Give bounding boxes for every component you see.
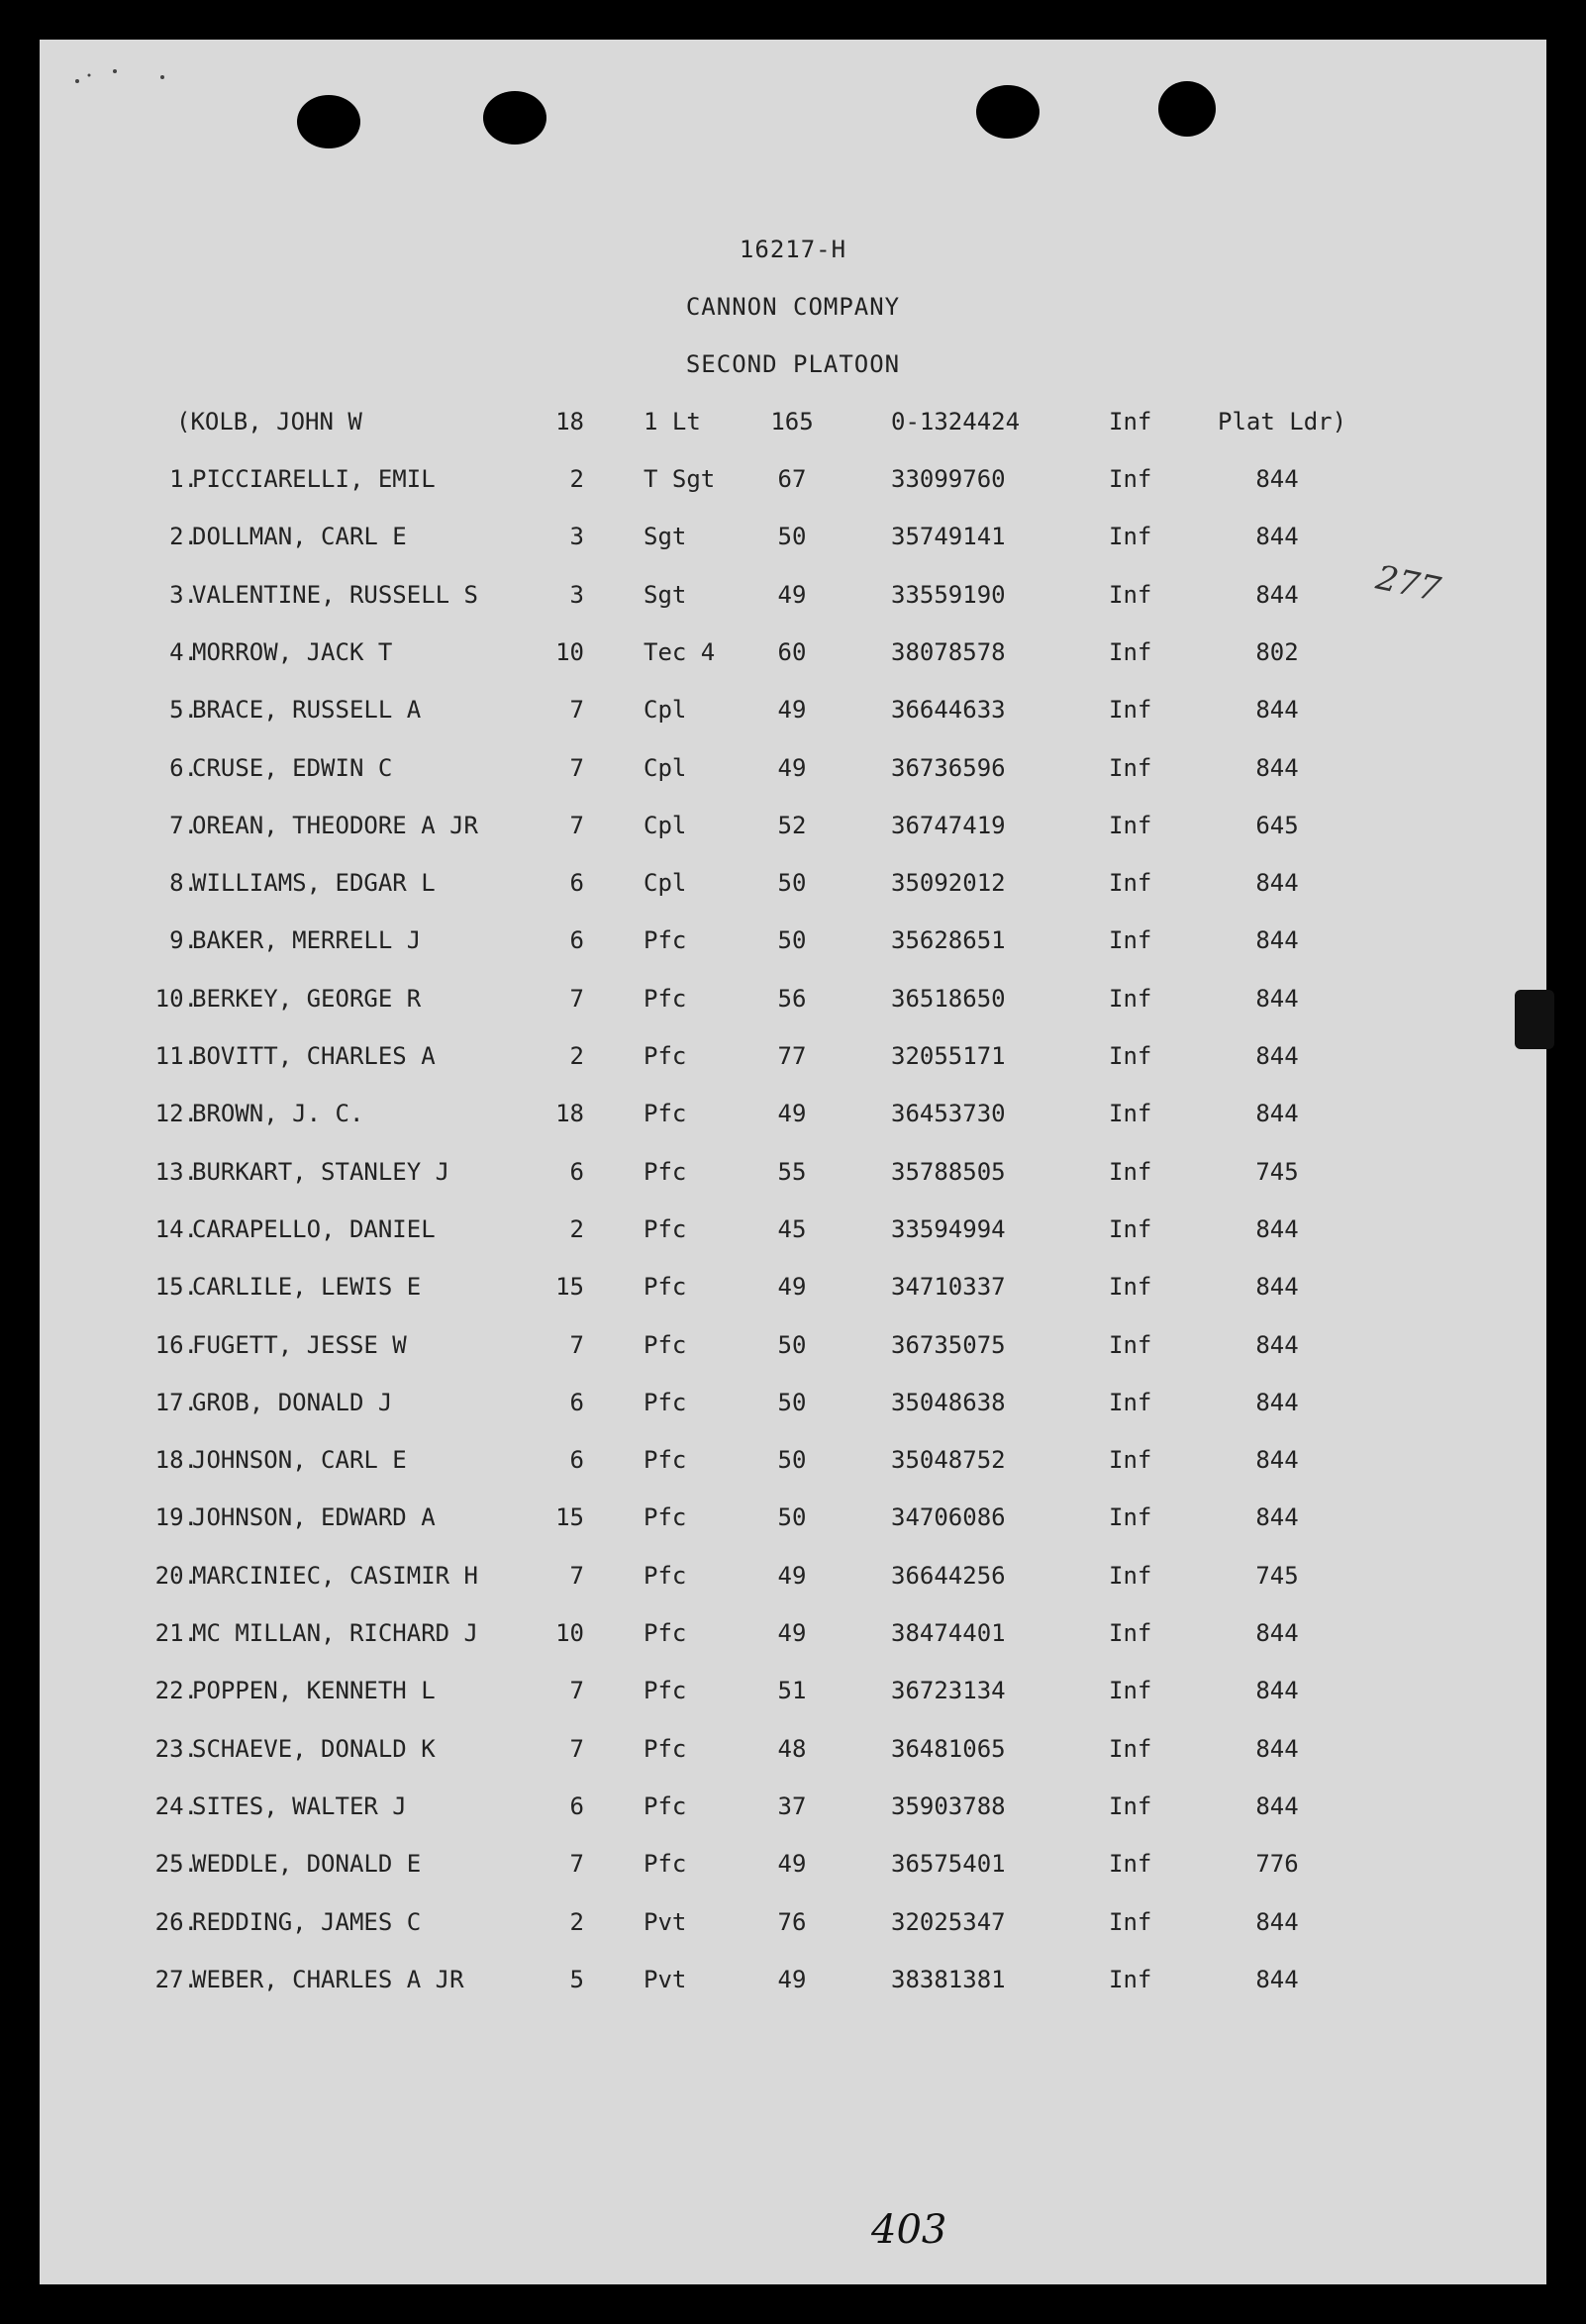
- row-score: 50: [777, 869, 807, 897]
- page-number: 403: [871, 2207, 947, 2253]
- row-number: 26.: [154, 1908, 198, 1936]
- leader-arm: Inf: [1109, 408, 1152, 436]
- row-name: FUGETT, JESSE W: [192, 1331, 407, 1359]
- roster-row: [40, 812, 1546, 851]
- row-rank: Pfc: [644, 926, 687, 954]
- row-mos: 844: [1255, 1908, 1299, 1936]
- row-name: MORROW, JACK T: [192, 638, 393, 666]
- row-name: BURKART, STANLEY J: [192, 1158, 450, 1186]
- row-name: POPPEN, KENNETH L: [192, 1677, 436, 1704]
- row-arm: Inf: [1109, 638, 1152, 666]
- row-name: WEDDLE, DONALD E: [192, 1850, 422, 1878]
- row-number: 2.: [169, 523, 198, 550]
- row-code: 6: [569, 869, 584, 897]
- row-code: 15: [555, 1273, 584, 1301]
- leader-code: 18: [555, 408, 584, 436]
- row-score: 49: [777, 696, 807, 724]
- row-mos: 844: [1255, 869, 1299, 897]
- row-score: 67: [777, 465, 807, 493]
- row-arm: Inf: [1109, 869, 1152, 897]
- row-serial: 36644256: [891, 1562, 1006, 1590]
- row-mos: 844: [1255, 581, 1299, 609]
- row-score: 60: [777, 638, 807, 666]
- roster-row: [40, 1215, 1546, 1255]
- row-serial: 38078578: [891, 638, 1006, 666]
- roster-row: [40, 1100, 1546, 1139]
- row-code: 6: [569, 1446, 584, 1474]
- row-serial: 36575401: [891, 1850, 1006, 1878]
- row-serial: 36518650: [891, 985, 1006, 1013]
- row-serial: 35092012: [891, 869, 1006, 897]
- row-arm: Inf: [1109, 1792, 1152, 1820]
- row-serial: 36723134: [891, 1677, 1006, 1704]
- roster-row: [40, 638, 1546, 678]
- row-number: 3.: [169, 581, 198, 609]
- row-mos: 776: [1255, 1850, 1299, 1878]
- roster-row: [40, 1735, 1546, 1775]
- row-mos: 844: [1255, 1042, 1299, 1070]
- row-score: 48: [777, 1735, 807, 1763]
- row-rank: Pvt: [644, 1908, 687, 1936]
- row-mos: 844: [1255, 1215, 1299, 1243]
- row-code: 7: [569, 1331, 584, 1359]
- row-rank: Pfc: [644, 1042, 687, 1070]
- roster-row: [40, 1966, 1546, 2005]
- row-mos: 844: [1255, 985, 1299, 1013]
- row-score: 55: [777, 1158, 807, 1186]
- row-mos: 745: [1255, 1158, 1299, 1186]
- row-score: 50: [777, 1331, 807, 1359]
- leader-row: [40, 408, 1546, 447]
- row-rank: Sgt: [644, 523, 687, 550]
- row-arm: Inf: [1109, 1966, 1152, 1993]
- row-number: 24.: [154, 1792, 198, 1820]
- row-arm: Inf: [1109, 1158, 1152, 1186]
- row-number: 8.: [169, 869, 198, 897]
- row-rank: Pfc: [644, 1503, 687, 1531]
- row-serial: 35048638: [891, 1389, 1006, 1416]
- row-serial: 36453730: [891, 1100, 1006, 1127]
- row-name: SCHAEVE, DONALD K: [192, 1735, 436, 1763]
- punch-hole-2: [483, 91, 546, 145]
- row-arm: Inf: [1109, 1503, 1152, 1531]
- row-arm: Inf: [1109, 465, 1152, 493]
- row-code: 3: [569, 581, 584, 609]
- row-number: 23.: [154, 1735, 198, 1763]
- roster-row: [40, 1042, 1546, 1082]
- row-score: 49: [777, 1850, 807, 1878]
- row-serial: 36736596: [891, 754, 1006, 782]
- row-arm: Inf: [1109, 696, 1152, 724]
- row-rank: Pfc: [644, 1446, 687, 1474]
- roster-row: [40, 926, 1546, 966]
- roster-row: [40, 1850, 1546, 1889]
- row-serial: 36735075: [891, 1331, 1006, 1359]
- row-score: 51: [777, 1677, 807, 1704]
- row-code: 7: [569, 1850, 584, 1878]
- roster-row: [40, 1677, 1546, 1716]
- row-mos: 844: [1255, 523, 1299, 550]
- roster-row: [40, 581, 1546, 621]
- row-rank: Pfc: [644, 1562, 687, 1590]
- row-name: OREAN, THEODORE A JR: [192, 812, 478, 839]
- row-code: 15: [555, 1503, 584, 1531]
- row-number: 14.: [154, 1215, 198, 1243]
- row-score: 52: [777, 812, 807, 839]
- row-mos: 645: [1255, 812, 1299, 839]
- row-name: CARLILE, LEWIS E: [192, 1273, 422, 1301]
- roster-row: [40, 1389, 1546, 1428]
- row-number: 4.: [169, 638, 198, 666]
- row-mos: 844: [1255, 465, 1299, 493]
- row-serial: 36747419: [891, 812, 1006, 839]
- row-code: 18: [555, 1100, 584, 1127]
- row-rank: Pfc: [644, 1389, 687, 1416]
- platoon-title: SECOND PLATOON: [685, 350, 901, 378]
- row-score: 50: [777, 1389, 807, 1416]
- row-code: 7: [569, 985, 584, 1013]
- row-code: 7: [569, 1735, 584, 1763]
- row-score: 76: [777, 1908, 807, 1936]
- row-number: 13.: [154, 1158, 198, 1186]
- row-number: 15.: [154, 1273, 198, 1301]
- row-mos: 844: [1255, 1735, 1299, 1763]
- roster-row: [40, 869, 1546, 909]
- row-name: BERKEY, GEORGE R: [192, 985, 422, 1013]
- row-mos: 802: [1255, 638, 1299, 666]
- leader-role: Plat Ldr): [1218, 408, 1347, 436]
- row-arm: Inf: [1109, 1619, 1152, 1647]
- roster-row: [40, 1158, 1546, 1198]
- row-mos: 844: [1255, 1273, 1299, 1301]
- company-title: CANNON COMPANY: [685, 293, 901, 321]
- row-name: BRACE, RUSSELL A: [192, 696, 422, 724]
- row-name: MARCINIEC, CASIMIR H: [192, 1562, 478, 1590]
- row-code: 5: [569, 1966, 584, 1993]
- leader-name: (KOLB, JOHN W: [176, 408, 362, 436]
- row-arm: Inf: [1109, 985, 1152, 1013]
- roster-row: [40, 1619, 1546, 1659]
- row-number: 10.: [154, 985, 198, 1013]
- punch-hole-4: [1158, 81, 1216, 137]
- row-code: 10: [555, 1619, 584, 1647]
- roster-row: [40, 1792, 1546, 1832]
- leader-serial: 0-1324424: [891, 408, 1021, 436]
- row-number: 20.: [154, 1562, 198, 1590]
- row-serial: 34706086: [891, 1503, 1006, 1531]
- row-serial: 33559190: [891, 581, 1006, 609]
- row-mos: 844: [1255, 926, 1299, 954]
- row-mos: 844: [1255, 1792, 1299, 1820]
- row-arm: Inf: [1109, 523, 1152, 550]
- row-arm: Inf: [1109, 1389, 1152, 1416]
- row-code: 2: [569, 1042, 584, 1070]
- row-code: 3: [569, 523, 584, 550]
- row-score: 49: [777, 1100, 807, 1127]
- row-serial: 35788505: [891, 1158, 1006, 1186]
- row-arm: Inf: [1109, 1908, 1152, 1936]
- row-name: CARAPELLO, DANIEL: [192, 1215, 436, 1243]
- leader-score: 165: [770, 408, 814, 436]
- row-arm: Inf: [1109, 1042, 1152, 1070]
- row-code: 2: [569, 1908, 584, 1936]
- row-arm: Inf: [1109, 1331, 1152, 1359]
- row-name: BAKER, MERRELL J: [192, 926, 422, 954]
- row-arm: Inf: [1109, 812, 1152, 839]
- roster-row: [40, 1331, 1546, 1371]
- row-code: 7: [569, 754, 584, 782]
- row-code: 7: [569, 812, 584, 839]
- row-number: 9.: [169, 926, 198, 954]
- row-name: JOHNSON, CARL E: [192, 1446, 407, 1474]
- row-mos: 745: [1255, 1562, 1299, 1590]
- row-arm: Inf: [1109, 1215, 1152, 1243]
- row-name: PICCIARELLI, EMIL: [192, 465, 436, 493]
- row-score: 49: [777, 1966, 807, 1993]
- row-mos: 844: [1255, 1503, 1299, 1531]
- row-name: GROB, DONALD J: [192, 1389, 393, 1416]
- row-score: 77: [777, 1042, 807, 1070]
- row-serial: 35903788: [891, 1792, 1006, 1820]
- row-number: 27.: [154, 1966, 198, 1993]
- roster-row: [40, 696, 1546, 735]
- margin-note: 277: [1372, 557, 1444, 611]
- row-rank: Pfc: [644, 1677, 687, 1704]
- row-name: VALENTINE, RUSSELL S: [192, 581, 478, 609]
- punch-hole-1: [297, 95, 360, 148]
- row-number: 5.: [169, 696, 198, 724]
- row-number: 6.: [169, 754, 198, 782]
- row-number: 1.: [169, 465, 198, 493]
- row-code: 6: [569, 926, 584, 954]
- row-mos: 844: [1255, 1446, 1299, 1474]
- row-code: 6: [569, 1158, 584, 1186]
- row-serial: 33099760: [891, 465, 1006, 493]
- row-score: 49: [777, 754, 807, 782]
- corner-specks-icon: [67, 63, 186, 103]
- row-score: 49: [777, 581, 807, 609]
- row-score: 49: [777, 1273, 807, 1301]
- row-number: 18.: [154, 1446, 198, 1474]
- roster-row: [40, 1273, 1546, 1312]
- row-number: 7.: [169, 812, 198, 839]
- row-code: 10: [555, 638, 584, 666]
- row-rank: Pfc: [644, 1792, 687, 1820]
- roster-row: [40, 1562, 1546, 1601]
- roster-row: [40, 985, 1546, 1024]
- row-serial: 34710337: [891, 1273, 1006, 1301]
- row-name: SITES, WALTER J: [192, 1792, 407, 1820]
- row-rank: Pfc: [644, 1158, 687, 1186]
- row-arm: Inf: [1109, 926, 1152, 954]
- row-serial: 35048752: [891, 1446, 1006, 1474]
- row-mos: 844: [1255, 1966, 1299, 1993]
- row-arm: Inf: [1109, 1850, 1152, 1878]
- row-name: DOLLMAN, CARL E: [192, 523, 407, 550]
- row-serial: 36481065: [891, 1735, 1006, 1763]
- row-number: 19.: [154, 1503, 198, 1531]
- row-score: 45: [777, 1215, 807, 1243]
- roster-row: [40, 1446, 1546, 1486]
- row-name: WEBER, CHARLES A JR: [192, 1966, 464, 1993]
- row-code: 7: [569, 1562, 584, 1590]
- row-serial: 32025347: [891, 1908, 1006, 1936]
- row-arm: Inf: [1109, 1677, 1152, 1704]
- roster-row: [40, 1908, 1546, 1948]
- row-mos: 844: [1255, 1619, 1299, 1647]
- row-rank: Cpl: [644, 869, 687, 897]
- row-serial: 35628651: [891, 926, 1006, 954]
- punch-hole-3: [976, 85, 1040, 139]
- row-code: 2: [569, 1215, 584, 1243]
- roster-row: [40, 465, 1546, 505]
- row-code: 7: [569, 1677, 584, 1704]
- row-number: 22.: [154, 1677, 198, 1704]
- row-rank: Pvt: [644, 1966, 687, 1993]
- row-serial: 36644633: [891, 696, 1006, 724]
- row-score: 49: [777, 1619, 807, 1647]
- row-name: BOVITT, CHARLES A: [192, 1042, 436, 1070]
- row-serial: 32055171: [891, 1042, 1006, 1070]
- row-score: 50: [777, 926, 807, 954]
- row-rank: Pfc: [644, 985, 687, 1013]
- roster-row: [40, 754, 1546, 794]
- row-number: 11.: [154, 1042, 198, 1070]
- row-rank: Sgt: [644, 581, 687, 609]
- row-mos: 844: [1255, 1389, 1299, 1416]
- row-arm: Inf: [1109, 1562, 1152, 1590]
- row-score: 50: [777, 1503, 807, 1531]
- row-serial: 38381381: [891, 1966, 1006, 1993]
- row-serial: 33594994: [891, 1215, 1006, 1243]
- row-name: REDDING, JAMES C: [192, 1908, 422, 1936]
- row-arm: Inf: [1109, 754, 1152, 782]
- row-code: 6: [569, 1389, 584, 1416]
- row-rank: Cpl: [644, 812, 687, 839]
- row-number: 16.: [154, 1331, 198, 1359]
- row-name: WILLIAMS, EDGAR L: [192, 869, 436, 897]
- roster-row: [40, 1503, 1546, 1543]
- row-number: 17.: [154, 1389, 198, 1416]
- row-rank: Pfc: [644, 1735, 687, 1763]
- row-arm: Inf: [1109, 1100, 1152, 1127]
- row-mos: 844: [1255, 1331, 1299, 1359]
- row-rank: Pfc: [644, 1215, 687, 1243]
- row-score: 37: [777, 1792, 807, 1820]
- row-number: 25.: [154, 1850, 198, 1878]
- document-code: 16217-H: [739, 236, 847, 263]
- row-serial: 38474401: [891, 1619, 1006, 1647]
- row-name: MC MILLAN, RICHARD J: [192, 1619, 478, 1647]
- row-name: JOHNSON, EDWARD A: [192, 1503, 436, 1531]
- row-code: 6: [569, 1792, 584, 1820]
- row-code: 7: [569, 696, 584, 724]
- leader-rank: 1 Lt: [644, 408, 701, 436]
- row-rank: Cpl: [644, 754, 687, 782]
- document-page: [40, 40, 1546, 2284]
- row-rank: T Sgt: [644, 465, 716, 493]
- row-rank: Pfc: [644, 1331, 687, 1359]
- row-rank: Pfc: [644, 1273, 687, 1301]
- row-score: 50: [777, 1446, 807, 1474]
- row-number: 12.: [154, 1100, 198, 1127]
- row-score: 49: [777, 1562, 807, 1590]
- row-name: BROWN, J. C.: [192, 1100, 364, 1127]
- roster-row: [40, 523, 1546, 562]
- row-mos: 844: [1255, 1100, 1299, 1127]
- row-mos: 844: [1255, 696, 1299, 724]
- row-rank: Tec 4: [644, 638, 716, 666]
- row-arm: Inf: [1109, 581, 1152, 609]
- row-arm: Inf: [1109, 1273, 1152, 1301]
- row-score: 50: [777, 523, 807, 550]
- row-rank: Pfc: [644, 1850, 687, 1878]
- row-name: CRUSE, EDWIN C: [192, 754, 393, 782]
- row-arm: Inf: [1109, 1446, 1152, 1474]
- row-score: 56: [777, 985, 807, 1013]
- row-code: 2: [569, 465, 584, 493]
- row-rank: Pfc: [644, 1619, 687, 1647]
- row-rank: Cpl: [644, 696, 687, 724]
- row-number: 21.: [154, 1619, 198, 1647]
- row-mos: 844: [1255, 754, 1299, 782]
- row-arm: Inf: [1109, 1735, 1152, 1763]
- row-serial: 35749141: [891, 523, 1006, 550]
- row-rank: Pfc: [644, 1100, 687, 1127]
- row-mos: 844: [1255, 1677, 1299, 1704]
